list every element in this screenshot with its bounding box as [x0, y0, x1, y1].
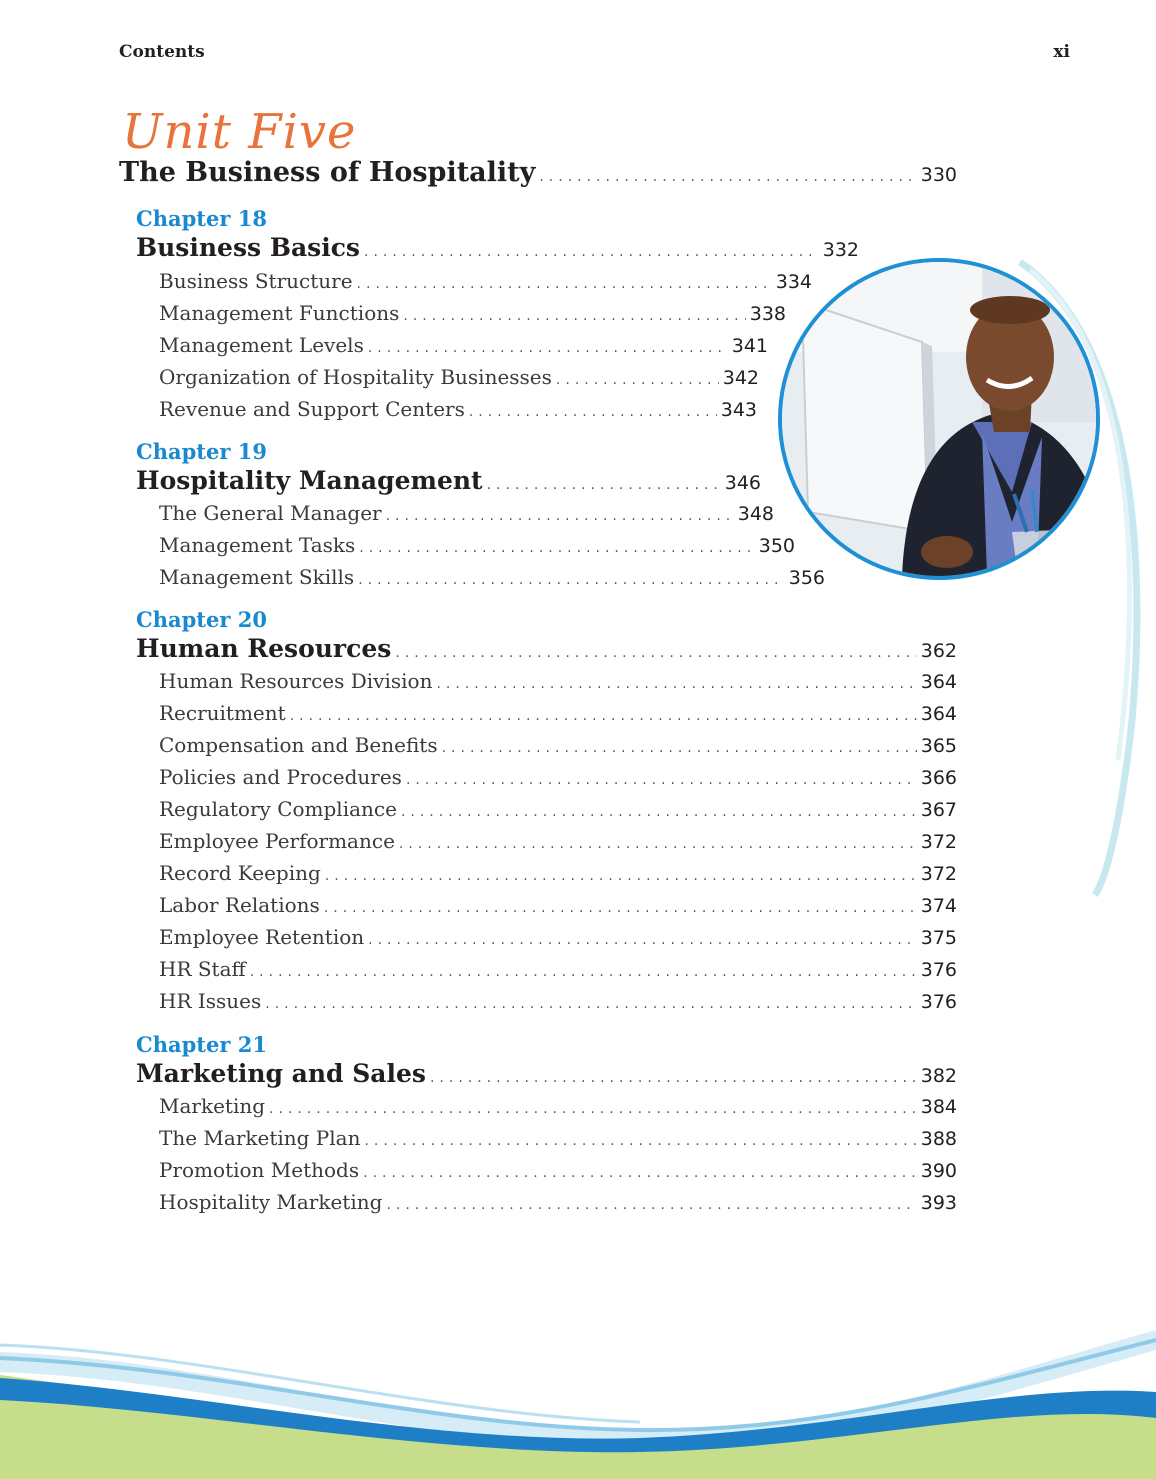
- section-page: 372: [920, 831, 957, 853]
- dot-leader: [386, 1197, 916, 1213]
- unit-entry[interactable]: [119, 157, 957, 188]
- dot-leader: [265, 996, 916, 1012]
- section-page: 348: [737, 503, 774, 525]
- section-page: 350: [758, 535, 795, 557]
- section-title: Labor Relations: [159, 893, 320, 917]
- section-page: 375: [920, 927, 957, 949]
- chapter-title: Hospitality Management: [136, 466, 483, 495]
- section-entry[interactable]: [159, 365, 759, 389]
- section-entry[interactable]: [159, 861, 957, 885]
- section-title: Record Keeping: [159, 861, 321, 885]
- section-title: The Marketing Plan: [159, 1126, 361, 1150]
- dot-leader: [290, 708, 917, 724]
- section-entry[interactable]: [159, 301, 786, 325]
- section-entry[interactable]: [159, 565, 825, 589]
- section-entry[interactable]: [159, 765, 957, 789]
- section-page: 364: [920, 671, 957, 693]
- chapter-page: 382: [920, 1065, 957, 1087]
- chapter-entry[interactable]: [136, 634, 957, 663]
- unit-title: Unit Five: [122, 104, 357, 160]
- dot-leader: [363, 1165, 917, 1181]
- section-page: 366: [920, 767, 957, 789]
- section-page: 364: [920, 703, 957, 725]
- running-head-page-number: xi: [1053, 42, 1070, 62]
- unit-page: 330: [920, 164, 957, 186]
- section-title: Business Structure: [159, 269, 353, 293]
- chapter-entry[interactable]: [136, 1059, 957, 1088]
- section-page: 393: [920, 1192, 957, 1214]
- section-page: 376: [920, 991, 957, 1013]
- dot-leader: [324, 900, 917, 916]
- chapter-title: Marketing and Sales: [136, 1059, 426, 1088]
- section-page: 388: [920, 1128, 957, 1150]
- chapter-title: Business Basics: [136, 233, 361, 262]
- section-title: Promotion Methods: [159, 1158, 360, 1182]
- section-entry[interactable]: [159, 1126, 957, 1150]
- section-entry[interactable]: [159, 701, 957, 725]
- section-entry[interactable]: [159, 269, 812, 293]
- section-entry[interactable]: [159, 1158, 957, 1182]
- section-page: 356: [788, 567, 825, 589]
- section-entry[interactable]: [159, 1190, 957, 1214]
- section-entry[interactable]: [159, 1094, 957, 1118]
- section-page: 384: [920, 1096, 957, 1118]
- section-title: The General Manager: [159, 501, 382, 525]
- section-entry[interactable]: [159, 797, 957, 821]
- section-entry[interactable]: [159, 733, 957, 757]
- chapter-page: 332: [822, 239, 859, 261]
- dot-leader: [399, 836, 917, 852]
- section-page: 342: [722, 367, 759, 389]
- dot-leader: [403, 308, 745, 324]
- section-title: HR Issues: [159, 989, 262, 1013]
- chapter-title: Human Resources: [136, 634, 392, 663]
- dot-leader: [250, 964, 917, 980]
- section-page: 343: [720, 399, 757, 421]
- section-entry[interactable]: [159, 397, 757, 421]
- chapter-entry[interactable]: [136, 233, 859, 262]
- dot-leader: [539, 169, 916, 185]
- section-entry[interactable]: [159, 893, 957, 917]
- section-page: 374: [920, 895, 957, 917]
- section-title: Employee Retention: [159, 925, 365, 949]
- chapter-label: Chapter 20: [136, 607, 267, 632]
- section-page: 372: [920, 863, 957, 885]
- chapter-label: Chapter 19: [136, 439, 267, 464]
- dot-leader: [401, 804, 917, 820]
- chapter-page: 362: [920, 640, 957, 662]
- dot-leader: [395, 645, 916, 661]
- section-title: Compensation and Benefits: [159, 733, 438, 757]
- section-title: Organization of Hospitality Businesses: [159, 365, 552, 389]
- section-title: Management Levels: [159, 333, 364, 357]
- section-entry[interactable]: [159, 333, 768, 357]
- section-page: 334: [775, 271, 812, 293]
- section-title: Revenue and Support Centers: [159, 397, 465, 421]
- dot-leader: [430, 1070, 917, 1086]
- section-title: Employee Performance: [159, 829, 395, 853]
- section-title: Management Functions: [159, 301, 400, 325]
- section-page: 365: [920, 735, 957, 757]
- section-entry[interactable]: [159, 829, 957, 853]
- dot-leader: [357, 276, 772, 292]
- chapter-label: Chapter 21: [136, 1032, 267, 1057]
- section-page: 390: [920, 1160, 957, 1182]
- section-page: 341: [731, 335, 768, 357]
- section-page: 367: [920, 799, 957, 821]
- section-entry[interactable]: [159, 669, 957, 693]
- section-page: 338: [749, 303, 786, 325]
- section-title: Management Tasks: [159, 533, 356, 557]
- section-entry[interactable]: [159, 925, 957, 949]
- section-title: Hospitality Marketing: [159, 1190, 383, 1214]
- chapter-entry[interactable]: [136, 466, 761, 495]
- section-title: HR Staff: [159, 957, 246, 981]
- dot-leader: [406, 772, 917, 788]
- section-entry[interactable]: [159, 989, 957, 1013]
- dot-leader: [364, 244, 819, 260]
- dot-leader: [325, 868, 917, 884]
- dot-leader: [359, 540, 754, 556]
- dot-leader: [364, 1133, 916, 1149]
- section-title: Human Resources Division: [159, 669, 433, 693]
- section-entry[interactable]: [159, 501, 774, 525]
- chapter-label: Chapter 18: [136, 206, 267, 231]
- chapter-page: 346: [724, 472, 761, 494]
- dot-leader: [487, 477, 721, 493]
- dot-leader: [368, 932, 917, 948]
- section-title: Marketing: [159, 1094, 266, 1118]
- dot-leader: [269, 1101, 917, 1117]
- dot-leader: [556, 372, 719, 388]
- section-entry[interactable]: [159, 533, 795, 557]
- section-entry[interactable]: [159, 957, 957, 981]
- section-page: 376: [920, 959, 957, 981]
- running-head-section: Contents: [119, 42, 205, 62]
- section-title: Regulatory Compliance: [159, 797, 397, 821]
- dot-leader: [386, 508, 734, 524]
- section-title: Recruitment: [159, 701, 286, 725]
- unit-name: The Business of Hospitality: [119, 157, 536, 188]
- dot-leader: [442, 740, 917, 756]
- section-title: Management Skills: [159, 565, 355, 589]
- dot-leader: [469, 404, 717, 420]
- section-title: Policies and Procedures: [159, 765, 402, 789]
- dot-leader: [358, 572, 785, 588]
- dot-leader: [368, 340, 728, 356]
- dot-leader: [436, 676, 916, 692]
